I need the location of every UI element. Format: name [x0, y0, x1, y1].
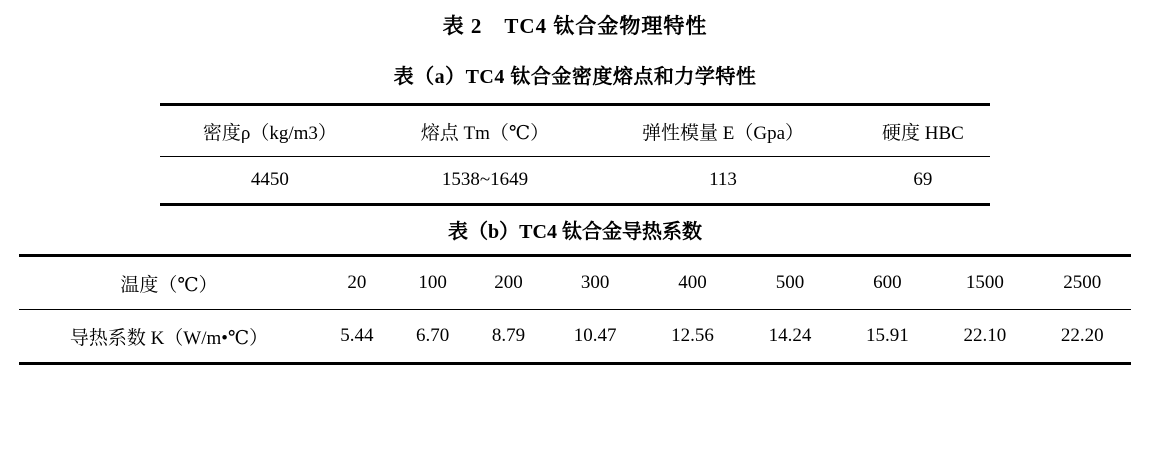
- table-b-row-label-conductivity: 导热系数 K（W/m•℃）: [19, 310, 319, 364]
- table-b-temp-cell-4: 400: [644, 256, 741, 310]
- table-b-cond-cell-6: 15.91: [839, 310, 936, 364]
- table-a-header-cell-density: 密度ρ（kg/m3）: [160, 105, 380, 157]
- table-b-bottom-rule: [19, 364, 1131, 366]
- table-b-cond-cell-8: 22.20: [1034, 310, 1131, 364]
- table-b-temp-cell-3: 300: [546, 256, 643, 310]
- table-a-bottom-rule-row: [160, 205, 990, 207]
- table-b-temp-cell-1: 100: [395, 256, 471, 310]
- table-a-caption: 表（a）TC4 钛合金密度熔点和力学特性: [393, 66, 757, 88]
- table-b-temp-cell-8: 2500: [1034, 256, 1131, 310]
- table-a-cell-density-value: 4450: [160, 157, 380, 205]
- table-a: [160, 103, 990, 206]
- table-b: [19, 254, 1131, 365]
- table-b-conductivity-row: [19, 310, 1131, 364]
- table-b-cond-cell-3: 10.47: [546, 310, 643, 364]
- table-a-header-cell-hardness: 硬度 HBC: [856, 105, 990, 157]
- table-a-cell-hardness-value: 69: [856, 157, 990, 205]
- table-b-temp-cell-0: 20: [319, 256, 395, 310]
- table-b-caption: 表（b）TC4 钛合金导热系数: [448, 221, 702, 243]
- table-b-cond-cell-0: 5.44: [319, 310, 395, 364]
- page-title: 表 2 TC4 钛合金物理特性: [442, 14, 708, 38]
- table-b-cond-cell-2: 8.79: [471, 310, 547, 364]
- table-b-temp-cell-5: 500: [741, 256, 838, 310]
- table-a-header-cell-melting-point: 熔点 Tm（℃）: [380, 105, 590, 157]
- table-b-temp-cell-6: 600: [839, 256, 936, 310]
- table-b-temp-cell-2: 200: [471, 256, 547, 310]
- table-a-header-row: [160, 105, 990, 157]
- table-a-cell-melting-point-value: 1538~1649: [380, 157, 590, 205]
- document-page: [0, 10, 1150, 453]
- table-b-cond-cell-4: 12.56: [644, 310, 741, 364]
- table-b-temperature-row: [19, 256, 1131, 310]
- table-b-container: [19, 254, 1131, 365]
- table-b-temp-cell-7: 1500: [936, 256, 1033, 310]
- table-b-bottom-rule-row: [19, 364, 1131, 366]
- table-b-row-label-temperature: 温度（℃）: [19, 256, 319, 310]
- table-a-container: [160, 103, 990, 206]
- table-b-cond-cell-5: 14.24: [741, 310, 838, 364]
- table-a-data-row: [160, 157, 990, 205]
- table-a-header-cell-elastic-modulus: 弹性模量 E（Gpa）: [590, 105, 856, 157]
- table-a-bottom-rule: [160, 205, 990, 207]
- table-b-cond-cell-1: 6.70: [395, 310, 471, 364]
- table-a-cell-elastic-modulus-value: 113: [590, 157, 856, 205]
- table-b-cond-cell-7: 22.10: [936, 310, 1033, 364]
